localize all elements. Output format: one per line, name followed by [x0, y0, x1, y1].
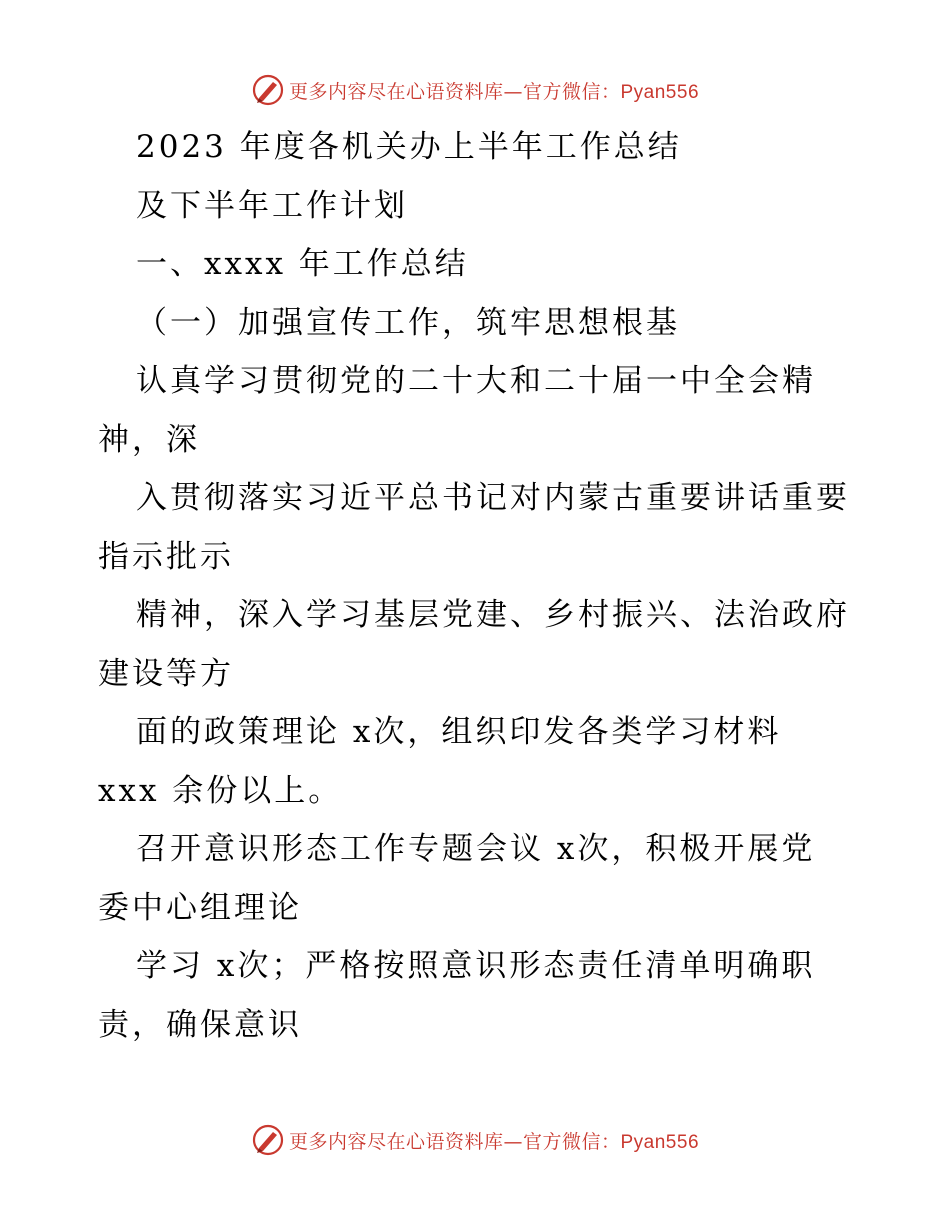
doc-line: 神，深	[98, 421, 200, 458]
doc-line: 入贯彻落实习近平总书记对内蒙古重要讲话重要	[136, 480, 850, 516]
header-banner	[0, 70, 950, 110]
pen-logo-icon	[251, 1123, 285, 1157]
footer-banner	[0, 1120, 950, 1160]
doc-line: 2023 年度各机关办上半年工作总结	[136, 129, 682, 165]
document-body	[98, 118, 878, 1054]
doc-line: （一）加强宣传工作，筑牢思想根基	[136, 304, 680, 341]
doc-line: 认真学习贯彻党的二十大和二十届一中全会精	[136, 363, 816, 399]
doc-line: 责，确保意识	[98, 1006, 302, 1043]
doc-line: 精神，深入学习基层党建、乡村振兴、法治政府	[136, 597, 850, 633]
doc-line: 委中心组理论	[98, 889, 302, 926]
doc-line: xxx 余份以上。	[98, 772, 343, 809]
banner-text: 更多内容尽在心语资料库—官方微信：Pyan556	[288, 1130, 700, 1153]
doc-line: 学习 x次；严格按照意识形态责任清单明确职	[136, 948, 816, 984]
banner-text: 更多内容尽在心语资料库—官方微信：Pyan556	[288, 80, 700, 103]
doc-line: 召开意识形态工作专题会议 x次，积极开展党	[136, 831, 816, 867]
banner-handle: Pyan556	[620, 81, 700, 103]
pen-logo-icon	[251, 73, 285, 107]
doc-line: 指示批示	[98, 538, 234, 575]
banner-handle: Pyan556	[620, 1131, 700, 1153]
doc-line: 面的政策理论 x次，组织印发各类学习材料	[136, 714, 782, 750]
doc-line: 及下半年工作计划	[136, 187, 408, 224]
doc-line: 一、xxxx 年工作总结	[136, 246, 469, 282]
doc-line: 建设等方	[98, 655, 234, 692]
